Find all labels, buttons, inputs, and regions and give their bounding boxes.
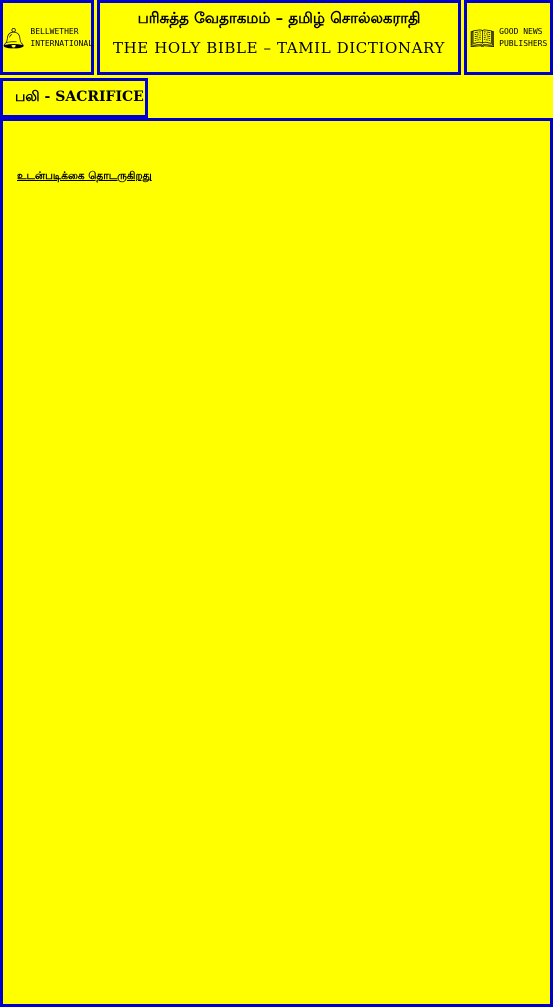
book-icon: 📖︎ xyxy=(469,25,496,50)
left-logo-text: BELLWETHER INTERNATIONAL xyxy=(30,26,94,48)
page-header xyxy=(0,0,553,77)
section-heading: உடன்படிக்கை தொடருகிறது xyxy=(17,170,152,182)
entry-heading: பலி - SACRIFICE xyxy=(15,89,144,105)
entry-heading-box xyxy=(0,78,148,118)
right-logo-text: GOOD NEWS PUBLISHERS xyxy=(499,26,548,48)
bell-icon: 🔔︎ xyxy=(1,25,27,50)
header-title-box xyxy=(97,0,461,75)
header-title-tamil: பரிசுத்த வேதாகமம் – தமிழ் சொல்லகராதி xyxy=(137,9,421,27)
header-title-english: THE HOLY BIBLE – TAMIL DICTIONARY xyxy=(113,39,445,57)
publisher-logo-right xyxy=(464,0,553,75)
publisher-logo-left xyxy=(0,0,94,75)
entry-body xyxy=(0,118,553,1007)
